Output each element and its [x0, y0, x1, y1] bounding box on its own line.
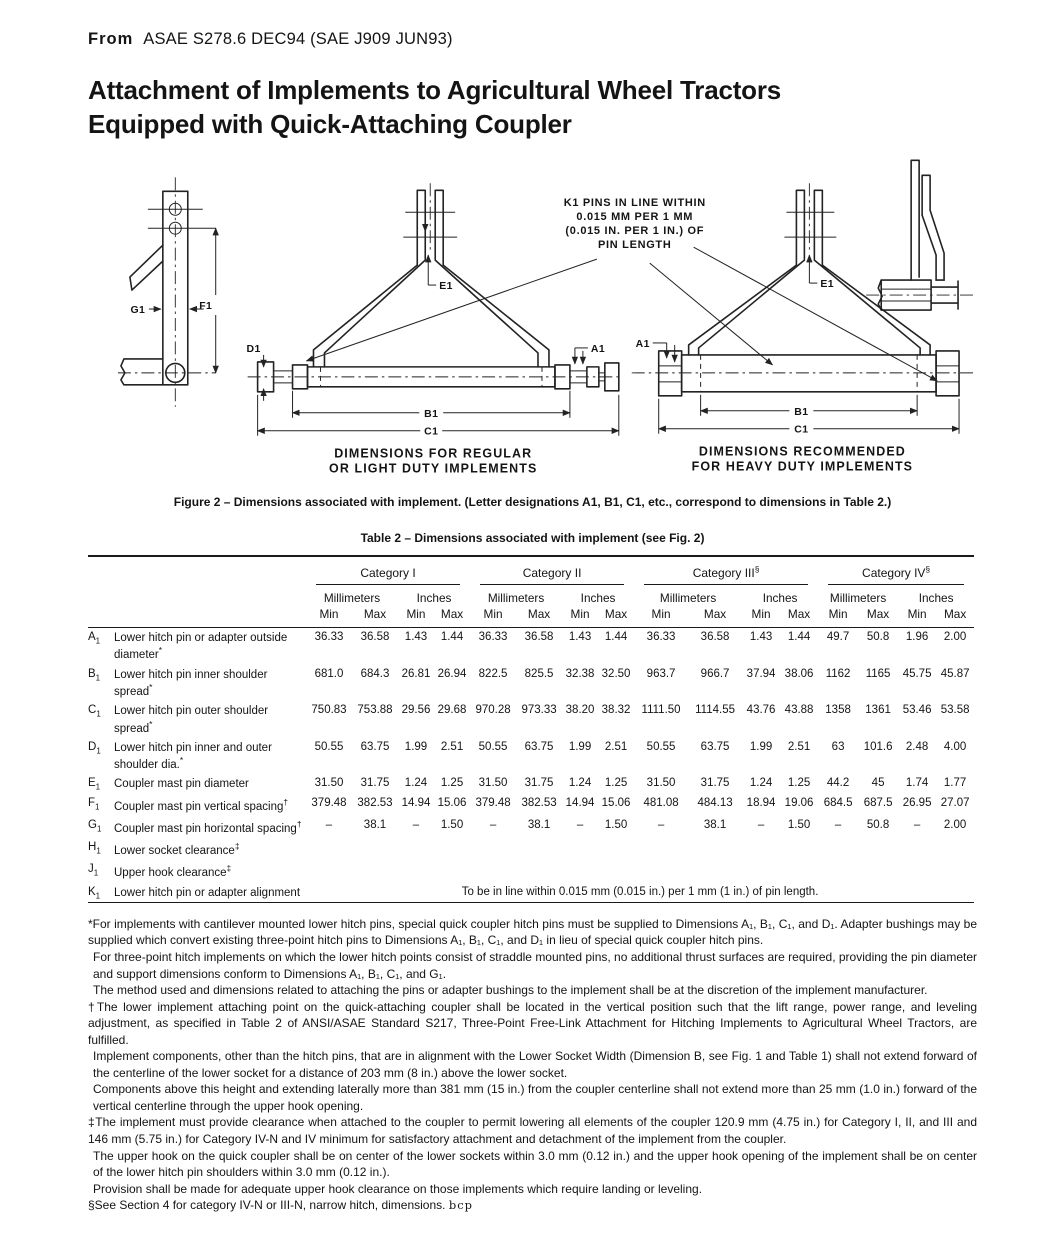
- value-cell: –: [489, 818, 497, 831]
- table-row: [88, 628, 974, 665]
- header-max: Max: [703, 607, 727, 621]
- row-code: $C_1$: [88, 704, 101, 719]
- value-cell: 966.7: [700, 667, 730, 680]
- row-description: Coupler mast pin vertical spacing†: [114, 796, 289, 813]
- k1-note-line1: K1 PINS IN LINE WITHIN: [563, 197, 706, 210]
- value-cell: [742, 860, 780, 882]
- value-cell: [598, 860, 634, 882]
- value-cell: 1361: [865, 704, 891, 717]
- value-cell: 36.58: [360, 631, 390, 643]
- row-code: $J_1$: [88, 863, 99, 878]
- value-cell: 36.58: [700, 631, 730, 643]
- value-cell: 63.75: [360, 740, 390, 753]
- table-row: [88, 816, 974, 838]
- row-description: Lower socket clearance‡: [114, 841, 240, 857]
- value-cell: [306, 838, 352, 860]
- dim-label-e1: E1: [439, 281, 453, 293]
- value-cell: 15.06: [437, 796, 467, 809]
- value-cell: [434, 860, 470, 882]
- row-code: $B_1$: [88, 667, 101, 682]
- title-line-1: Attachment of Implements to Agricultural Wheel Tractors: [88, 75, 782, 105]
- value-cell: 382.53: [521, 796, 557, 809]
- source-prefix: From: [88, 30, 134, 48]
- value-cell: 53.58: [940, 704, 970, 717]
- value-cell: 1.43: [404, 631, 428, 643]
- table-caption: Table 2 – Dimensions associated with implement (see Fig. 2): [360, 531, 705, 545]
- dim-label-c1-heavy: C1: [794, 424, 809, 436]
- value-cell: 1.24: [749, 777, 773, 790]
- value-cell: 27.07: [940, 796, 970, 809]
- value-cell: [470, 860, 516, 882]
- light-duty-caption-line1: DIMENSIONS FOR REGULAR: [334, 446, 533, 461]
- row-code: $D_1$: [88, 740, 101, 756]
- value-cell: 49.7: [826, 631, 850, 643]
- value-cell: 36.33: [646, 631, 676, 643]
- value-cell: 963.7: [646, 667, 676, 680]
- value-cell: 1.44: [604, 631, 628, 643]
- footnote-double-dagger: ‡The implement must provide clearance when attached to the coupler to permit lowering all elements of the coupler 120.9 mm (4.75 in.) for Category I, II, and III and 146 mm (5.75 in.) for Category IV-N and IV minimum for satisfactory attachment and detachment of the implement from the coupler.: [88, 1115, 977, 1146]
- table-row: [88, 774, 974, 793]
- value-cell: [898, 860, 936, 882]
- table-row: [88, 860, 974, 882]
- row-code: $K_1$: [88, 885, 101, 900]
- dim-label-f1: F1: [199, 301, 213, 313]
- header-min: Min: [751, 607, 771, 621]
- value-cell: –: [576, 818, 584, 831]
- value-cell: 38.20: [565, 704, 595, 717]
- value-cell: [818, 838, 858, 860]
- value-cell: [470, 838, 516, 860]
- value-cell: –: [834, 818, 842, 831]
- header-inches: Inches: [918, 591, 954, 605]
- value-cell: 379.48: [475, 796, 511, 809]
- value-cell: 26.95: [902, 796, 932, 809]
- value-cell: 44.2: [826, 777, 850, 790]
- value-cell: [562, 838, 598, 860]
- value-cell: 1.99: [568, 740, 592, 753]
- value-cell: 2.51: [604, 740, 628, 753]
- value-cell: 36.33: [478, 631, 508, 643]
- light-duty-caption-line2: OR LIGHT DUTY IMPLEMENTS: [329, 461, 538, 476]
- value-cell: [434, 838, 470, 860]
- value-cell: 1111.50: [641, 704, 681, 717]
- value-cell: 481.08: [643, 796, 679, 809]
- footnote-section: §See Section 4 for category IV-N or III-N, narrow hitch, dimensions. bcp: [88, 1198, 474, 1213]
- header-category-3: Category III§: [634, 556, 818, 586]
- value-cell: [898, 838, 936, 860]
- title-line-2: Equipped with Quick-Attaching Coupler: [88, 109, 572, 139]
- table-row: [88, 794, 974, 816]
- value-cell: 1.43: [568, 631, 592, 643]
- value-cell: 1.24: [404, 777, 428, 790]
- value-cell: 1.99: [749, 740, 773, 753]
- value-cell: 1.44: [787, 631, 811, 643]
- value-cell: 50.55: [478, 740, 508, 753]
- footnote-asterisk-cont: The method used and dimensions related to attaching the pins or adapter bushings to the implement shall be at the discretion of the implement manufacturer.: [93, 983, 928, 998]
- header-min: Min: [907, 607, 927, 621]
- value-cell: [742, 838, 780, 860]
- value-cell: 1.50: [440, 818, 464, 831]
- row-description: Lower hitch pin inner and outer shoulder dia.*: [114, 741, 272, 771]
- header-millimeters: Millimeters: [829, 591, 887, 605]
- table-row: [88, 738, 974, 775]
- row-description: Upper hook clearance‡: [114, 863, 232, 880]
- dim-label-a1-heavy: A1: [635, 338, 650, 350]
- dim-label-c1: C1: [424, 426, 439, 438]
- value-cell: [398, 838, 434, 860]
- value-cell: [634, 860, 688, 882]
- value-cell: [936, 860, 974, 882]
- value-cell: 36.58: [524, 631, 554, 643]
- header-min: Min: [570, 607, 590, 621]
- row-description: Lower hitch pin or adapter outside diameter*: [114, 632, 288, 662]
- header-category-1: Category I: [306, 556, 470, 586]
- footnote-dagger-cont: Implement components, other than the hitch pins, that are in alignment with the Lower Socket Width (Dimension B, see Fig. 1 and Table 1) shall not extend forward of the centerline of the lower socket for a distance of 203 mm (8 in.) above the lower socket.: [93, 1049, 977, 1080]
- value-cell: 31.50: [478, 777, 508, 790]
- value-cell: 38.1: [703, 818, 727, 831]
- header-max: Max: [866, 607, 890, 621]
- table-row: [88, 838, 974, 860]
- value-cell: 63: [831, 740, 845, 753]
- value-cell: 2.00: [943, 818, 967, 831]
- value-cell: [352, 860, 398, 882]
- row-description: Coupler mast pin diameter: [114, 778, 249, 791]
- heavy-duty-caption-line2: FOR HEAVY DUTY IMPLEMENTS: [691, 459, 914, 474]
- value-cell: 31.50: [314, 777, 344, 790]
- value-cell: [858, 860, 898, 882]
- heavy-duty-caption-line1: DIMENSIONS RECOMMENDED: [698, 444, 906, 459]
- row-description: Lower hitch pin inner shoulder spread*: [114, 668, 268, 698]
- value-cell: [352, 838, 398, 860]
- table-body: [88, 628, 974, 903]
- value-cell: 45.75: [902, 667, 932, 680]
- value-cell: 36.33: [314, 631, 344, 643]
- dim-label-a1: A1: [590, 343, 606, 355]
- header-min: Min: [651, 607, 671, 621]
- page-mark: bcp: [448, 1198, 474, 1213]
- footnote-dagger-cont: Components above this height and extending laterally more than 381 mm (15 in.) from the coupler centerline shall not extend more than 25 mm (1.0 in.) forward of the vertical centerline through the upper hook opening.: [93, 1082, 977, 1113]
- table-row: [88, 701, 974, 738]
- value-cell: 63.75: [700, 740, 730, 753]
- value-cell: 822.5: [478, 667, 508, 680]
- header-millimeters: Millimeters: [487, 591, 545, 605]
- header-min: Min: [483, 607, 503, 621]
- header-max: Max: [943, 607, 967, 621]
- value-cell: 50.55: [646, 740, 676, 753]
- value-cell: 970.28: [475, 704, 511, 717]
- row-code: $F_1$: [88, 796, 100, 811]
- value-cell: 1.25: [787, 777, 811, 790]
- k1-note-line2: 0.015 MM PER 1 MM: [576, 211, 694, 224]
- footnote-double-dagger-cont: The upper hook on the quick coupler shall be on center of the lower sockets within 3.0 mm (0.12 in.) and the upper hook opening of the implement shall be on center of the lower hitch pin shoulders within 3.0 mm (0.12 in.).: [93, 1148, 977, 1180]
- row-note: To be in line within 0.015 mm (0.015 in.) per 1 mm (1 in.) of pin length.: [461, 885, 819, 898]
- value-cell: 18.94: [746, 796, 776, 809]
- value-cell: [598, 838, 634, 860]
- value-cell: 1.50: [787, 818, 811, 831]
- value-cell: 1.74: [905, 777, 929, 790]
- dim-label-b1: B1: [424, 408, 439, 420]
- value-cell: 684.3: [360, 667, 390, 680]
- value-cell: [858, 838, 898, 860]
- k1-note-line4: PIN LENGTH: [598, 239, 672, 252]
- light-duty-diagram: [247, 183, 619, 475]
- value-cell: 1.43: [749, 631, 773, 643]
- value-cell: –: [325, 818, 333, 831]
- row-code: $H_1$: [88, 841, 101, 856]
- value-cell: 2.00: [943, 631, 967, 643]
- value-cell: 1162: [825, 667, 851, 680]
- value-cell: 1.77: [943, 777, 967, 790]
- value-cell: [688, 860, 742, 882]
- row-description: Lower hitch pin outer shoulder spread*: [114, 705, 269, 735]
- dim-label-d1: D1: [246, 343, 261, 355]
- header-millimeters: Millimeters: [323, 591, 381, 605]
- value-cell: 684.5: [823, 796, 853, 809]
- value-cell: 38.32: [601, 704, 631, 717]
- value-cell: 681.0: [314, 667, 344, 680]
- footnote-dagger: †The lower implement attaching point on the quick-attaching coupler shall be located in the vertical position such that the lift range, power range, and leveling adjustment, as specified in Table 2 of ANSI/ASAE Standard S217, Three-Point Free-Link Attachment for Hitching Implements to Agricultural Wheel Tractors, are fulfilled.: [88, 999, 977, 1047]
- value-cell: 4.00: [943, 740, 967, 753]
- value-cell: 37.94: [746, 667, 776, 680]
- implement-dimensions-drawing: [88, 155, 976, 480]
- table-header: [88, 556, 974, 628]
- value-cell: 32.50: [601, 667, 631, 680]
- value-cell: 1.99: [404, 740, 428, 753]
- header-min: Min: [828, 607, 848, 621]
- value-cell: [516, 860, 562, 882]
- value-cell: 50.8: [866, 818, 890, 831]
- value-cell: 382.53: [357, 796, 393, 809]
- value-cell: 2.48: [905, 740, 929, 753]
- page-title: [88, 73, 977, 141]
- footnote-asterisk-cont: For three-point hitch implements on which the lower hitch points consist of straddle mounted pins, no additional thrust surfaces are required, providing the pin diameter and support dimensions conform to Dimensions A₁, B₁, C₁, and G₁.: [93, 949, 977, 981]
- value-cell: 53.46: [902, 704, 932, 717]
- value-cell: [818, 860, 858, 882]
- value-cell: 2.51: [440, 740, 464, 753]
- value-cell: [306, 860, 352, 882]
- value-cell: 29.56: [401, 704, 431, 717]
- header-category-2: Category II: [470, 556, 634, 586]
- value-cell: 15.06: [601, 796, 631, 809]
- value-cell: 32.38: [565, 667, 595, 680]
- value-cell: [780, 860, 818, 882]
- source-standard-id: ASAE S278.6 DEC94 (SAE J909 JUN93): [143, 30, 453, 48]
- value-cell: 50.55: [314, 740, 344, 753]
- mast-side-view: [118, 177, 216, 406]
- value-cell: [780, 838, 818, 860]
- table-row: [88, 883, 974, 903]
- header-min: Min: [406, 607, 426, 621]
- value-cell: [516, 838, 562, 860]
- header-stub: [88, 556, 306, 586]
- table-row: [88, 665, 974, 702]
- value-cell: 31.75: [524, 777, 554, 790]
- value-cell: 29.68: [437, 704, 467, 717]
- value-cell: –: [657, 818, 665, 831]
- row-description: Lower hitch pin or adapter alignment: [114, 886, 301, 899]
- value-cell: 973.33: [521, 704, 557, 717]
- value-cell: 43.76: [746, 704, 776, 717]
- value-cell: 1.24: [568, 777, 592, 790]
- figure-caption: Figure 2 – Dimensions associated with implement. (Letter designations A1, B1, C1, etc., correspond to dimensions in Table 2.): [173, 495, 892, 509]
- value-cell: 753.88: [357, 704, 393, 717]
- value-cell: [936, 838, 974, 860]
- value-cell: 14.94: [565, 796, 595, 809]
- value-cell: 1114.55: [695, 704, 735, 717]
- value-cell: 31.75: [700, 777, 730, 790]
- header-millimeters: Millimeters: [659, 591, 717, 605]
- k1-note-line3: (0.015 IN. PER 1 IN.) OF: [565, 225, 705, 238]
- value-cell: 19.06: [784, 796, 814, 809]
- value-cell: 50.8: [866, 631, 890, 643]
- header-inches: Inches: [762, 591, 798, 605]
- header-max: Max: [440, 607, 464, 621]
- source-reference: [88, 30, 977, 49]
- value-cell: 484.13: [697, 796, 733, 809]
- header-min: Min: [319, 607, 339, 621]
- value-cell: 45: [871, 777, 885, 790]
- value-cell: 1.25: [440, 777, 464, 790]
- figure-2: [88, 155, 977, 485]
- value-cell: 750.83: [311, 704, 347, 717]
- dim-label-e1-heavy: E1: [820, 279, 834, 291]
- value-cell: [688, 838, 742, 860]
- value-cell: 45.87: [940, 667, 970, 680]
- header-max: Max: [527, 607, 551, 621]
- value-cell: 14.94: [401, 796, 431, 809]
- value-cell: 1.25: [604, 777, 628, 790]
- value-cell: –: [913, 818, 921, 831]
- footnotes: [88, 916, 977, 1214]
- value-cell: 43.88: [784, 704, 814, 717]
- value-cell: 1.50: [604, 818, 628, 831]
- value-cell: 38.1: [527, 818, 551, 831]
- value-cell: 31.50: [646, 777, 676, 790]
- header-max: Max: [363, 607, 387, 621]
- value-cell: –: [412, 818, 420, 831]
- header-category-4: Category IV§: [818, 556, 974, 586]
- row-code: $E_1$: [88, 777, 101, 792]
- value-cell: [562, 860, 598, 882]
- value-cell: –: [757, 818, 765, 831]
- k1-annotation: [307, 197, 938, 381]
- value-cell: 1165: [865, 667, 891, 680]
- value-cell: 38.06: [784, 667, 814, 680]
- value-cell: 101.6: [863, 740, 893, 753]
- row-code: $A_1$: [88, 631, 101, 646]
- row-code: $G_1$: [88, 818, 102, 834]
- value-cell: 26.81: [401, 667, 431, 680]
- dim-label-b1-heavy: B1: [794, 406, 809, 418]
- value-cell: [398, 860, 434, 882]
- dimensions-table: [88, 555, 974, 903]
- header-inches: Inches: [416, 591, 452, 605]
- value-cell: 687.5: [863, 796, 893, 809]
- value-cell: 1358: [825, 704, 851, 717]
- value-cell: [634, 838, 688, 860]
- value-cell: 1.44: [440, 631, 464, 643]
- heavy-mast-side-view: [866, 160, 974, 310]
- header-max: Max: [604, 607, 628, 621]
- value-cell: 379.48: [311, 796, 347, 809]
- value-cell: 38.1: [363, 818, 387, 831]
- header-max: Max: [787, 607, 811, 621]
- header-inches: Inches: [580, 591, 616, 605]
- footnote-asterisk: *For implements with cantilever mounted lower hitch pins, special quick coupler hitch pins must be supplied to Dimensions A₁, B₁, C₁, and D₁. Adapter bushings may be supplied which convert existing three-point hitch pins to Dimensions A₁, B₁, C₁, and D₁ in lieu of special quick coupler hitch pins.: [88, 916, 977, 948]
- footnote-double-dagger-cont: Provision shall be made for adequate upper hook clearance on those implements which require landing or leveling.: [93, 1181, 703, 1196]
- value-cell: 31.75: [360, 777, 390, 790]
- row-description: Coupler mast pin horizontal spacing†: [114, 818, 302, 835]
- value-cell: 63.75: [524, 740, 554, 753]
- value-cell: 26.94: [437, 667, 467, 680]
- value-cell: 825.5: [524, 667, 554, 680]
- value-cell: 2.51: [787, 740, 811, 753]
- value-cell: 1.96: [905, 631, 929, 643]
- dim-label-g1: G1: [130, 305, 146, 317]
